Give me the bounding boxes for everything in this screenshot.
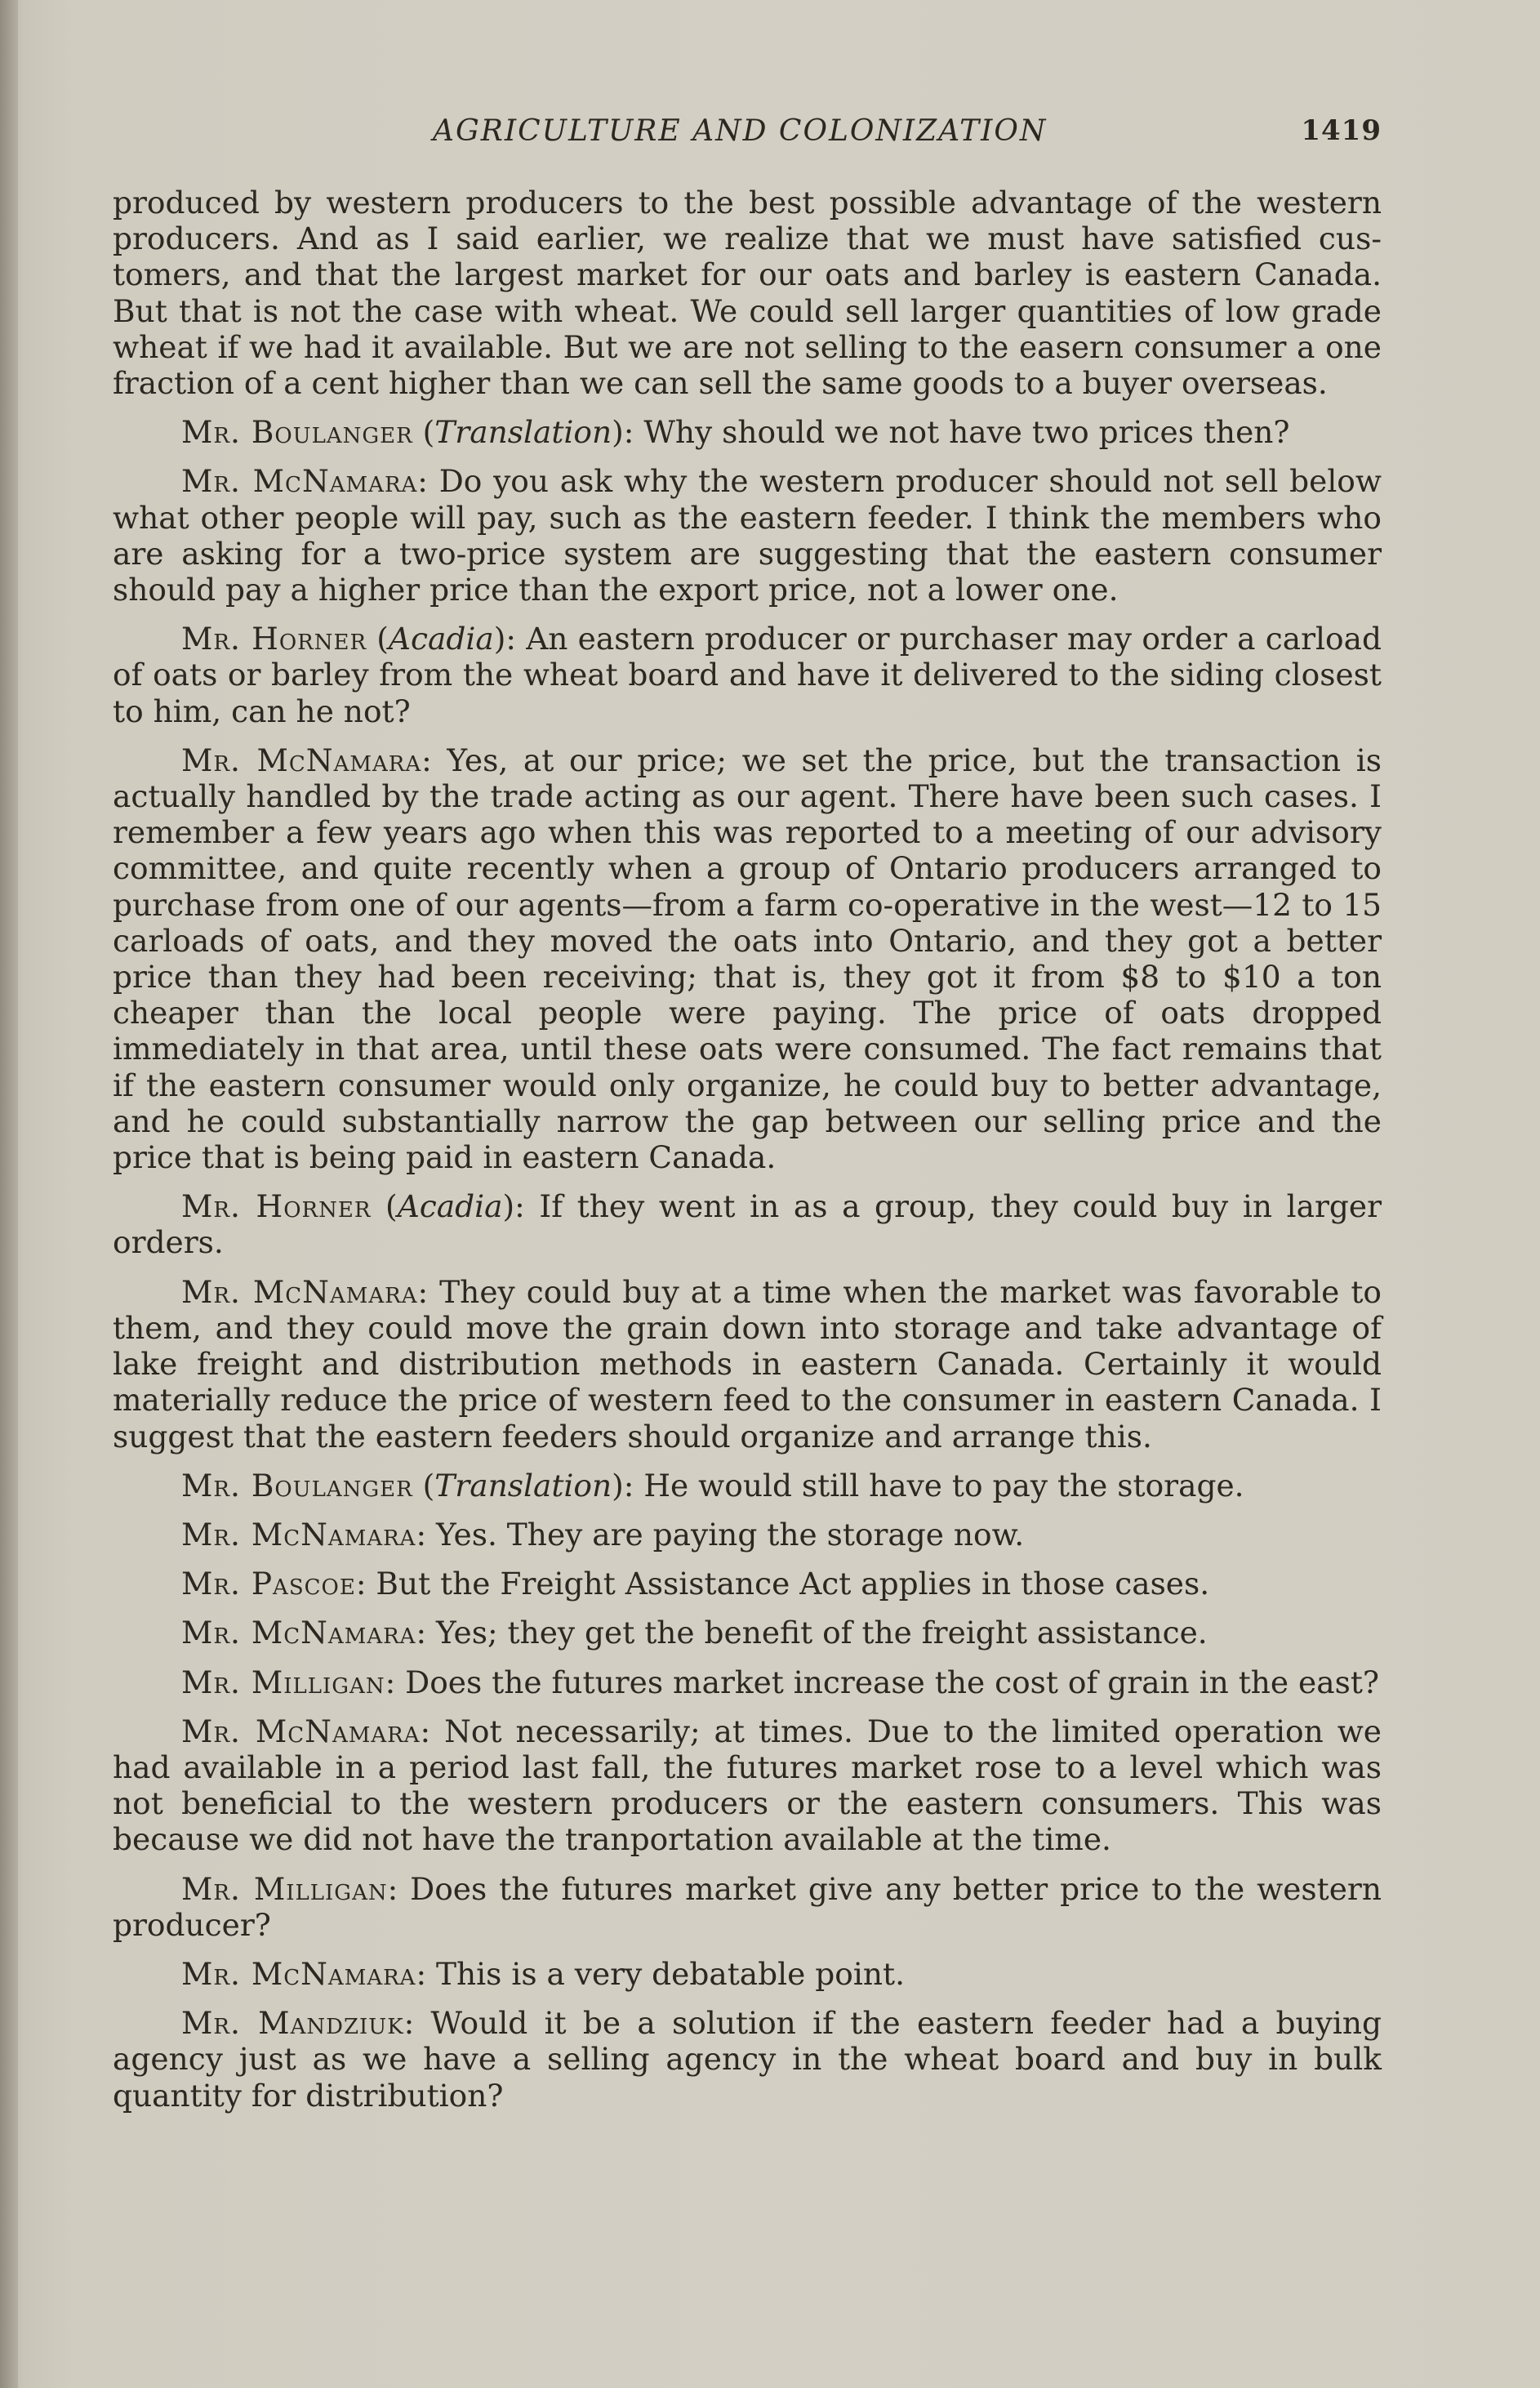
speaker-colon: : <box>623 1467 634 1504</box>
speaker-name: Mr. Boulanger <box>181 1467 413 1504</box>
paragraph-text: Would it be a solution if the eastern feeder had a buying agency just as we have a selling agency in the wheat board and buy in bulk quantity for distribution? <box>113 2005 1382 2114</box>
book-spine-shadow <box>0 0 18 2388</box>
paragraph <box>113 1956 1382 1992</box>
speaker-name: Mr. Mandziuk <box>181 2005 404 2042</box>
speaker-colon: : <box>416 1615 427 1651</box>
speaker-name: Mr. Boulanger <box>181 414 413 451</box>
speaker-name: Mr. McNamara <box>181 1713 421 1749</box>
speaker-colon: : <box>514 1188 525 1225</box>
paragraph-text: Yes; they get the benefit of the freight assistance. <box>426 1615 1208 1651</box>
running-title: AGRICULTURE AND COLONIZATION <box>433 114 1048 148</box>
speaker-name: Mr. McNamara <box>181 1615 416 1651</box>
paragraph: Mr. Horner (Acadia): An eastern producer or purchaser may order a carload of oats or barley from the wheat board and have it delivered to the siding closest to him, can he not? <box>113 621 1382 729</box>
paragraph-text: If they went in as a group, they could buy in larger orders. <box>113 1188 1382 1261</box>
speaker-colon: : <box>416 1955 427 1992</box>
paragraph <box>113 1566 1382 1602</box>
speaker-name: Mr. Horner <box>181 621 367 657</box>
speaker-colon: : <box>421 742 432 778</box>
speaker-colon: : <box>623 414 634 451</box>
page-number: 1419 <box>1301 114 1382 147</box>
paragraph <box>113 1664 1382 1700</box>
speaker-qualifier: Acadia <box>397 1188 503 1225</box>
speaker-name: Mr. McNamara <box>181 1516 416 1553</box>
paragraph-text: Does the futures market increase the cost of grain in the east? <box>395 1664 1379 1700</box>
speaker-colon: : <box>416 1516 427 1553</box>
paragraph-text: Do you ask why the western producer should not sell below what other people will pay, such as the eastern feeder. I think the members who are asking for a two-price system are suggesting that the eastern consumer should pay a higher price than the export price, not a lower one. <box>113 463 1382 608</box>
speaker-colon: : <box>403 2005 415 2042</box>
speaker-name: Mr. Horner <box>181 1188 372 1225</box>
paragraph: Mr. Horner (Acadia): If they went in as a group, they could buy in larger orders. <box>113 1188 1382 1261</box>
paragraph-text: But the Freight Assistance Act applies in those cases. <box>366 1566 1210 1602</box>
speaker-colon: : <box>387 1870 398 1907</box>
paragraph-text: An eastern producer or purchaser may order a carload of oats or barley from the wheat board and have it delivered to the siding closest to him, can he not? <box>113 621 1382 729</box>
speaker-name: Mr. Milligan <box>181 1870 388 1907</box>
speaker-colon: : <box>420 1713 431 1749</box>
paragraph <box>113 2005 1382 2114</box>
speaker-qualifier: Translation <box>434 1467 612 1504</box>
speaker-name: Mr. McNamara <box>181 1955 416 1992</box>
paragraph-text: He would still have to pay the storage. <box>634 1467 1244 1504</box>
paragraph-text: Why should we not have two prices then? <box>634 414 1290 451</box>
paragraph <box>113 463 1382 608</box>
paragraph-text: produced by western producers to the best possible advantage of the western producers. And as I said earlier, we realize that we must have satisfied customers, and that the largest market for our oats and barley is eastern Canada. But that is not the case with wheat. We could sell larger quantities of low grade wheat if we had it available. But we are not selling to the easern consumer a one fraction of a cent higher than we can sell the same goods to a buyer overseas. <box>113 185 1382 402</box>
paragraph: Mr. Boulanger (Translation): Why should we not have two prices then? <box>181 414 1290 451</box>
paragraph <box>113 1274 1382 1455</box>
paragraph <box>113 1517 1382 1553</box>
speaker-name: Mr. McNamara <box>181 1273 418 1310</box>
speaker-colon: : <box>417 1273 429 1310</box>
paragraph-text: Not necessarily; at times. Due to the limited operation we had available in a period last fall, the futures market rose to a level which was not beneficial to the western producers or the eastern consumers. This was because we did not have the tranportation available at the time. <box>113 1713 1382 1858</box>
speaker-qualifier: Translation <box>434 414 612 451</box>
speaker-colon: : <box>505 621 516 657</box>
speaker-colon: : <box>355 1566 367 1602</box>
paragraph-text: Does the futures market give any better price to the western producer? <box>113 1870 1382 1943</box>
paragraph-text: They could buy at a time when the market was favorable to them, and they could move the grain down into storage and take advantage of lake freight and distribution methods in eastern Canada. Certainly it would materially reduce the price of western feed to the consumer in eastern Canada. I suggest that the eastern feeders should organize and arrange this. <box>113 1273 1382 1455</box>
paragraph <box>113 1713 1382 1858</box>
paragraph <box>113 1871 1382 1943</box>
paragraph <box>113 742 1382 1175</box>
body-text <box>113 185 1382 2127</box>
paragraph-text: Yes, at our price; we set the price, but the transaction is actually handled by the trade acting as our agent. There have been such cases. I remember a few years ago when this was reported to a meeting of our advisory committee, and quite recently when a group of Ontario producers arranged to purchase from one of our agents—from a farm co-operative in the west—12 to 15 carloads of oats, and they moved the oats into Ontario, and they got a better price than they had been receiving; that is, they got it from $8 to $10 a ton cheaper than the local people were paying. The price of oats dropped immediately in that area, until these oats were consumed. The fact remains that if the eastern consumer would only organize, he could buy to better advantage, and he could substantially narrow the gap between our selling price and the price that is being paid in eastern Canada. <box>113 742 1382 1176</box>
running-header <box>114 114 1382 154</box>
paragraph <box>113 1615 1382 1651</box>
speaker-qualifier: Acadia <box>388 621 494 657</box>
paragraph-text: This is a very debatable point. <box>426 1955 905 1992</box>
speaker-name: Mr. Milligan <box>181 1664 385 1700</box>
speaker-name: Mr. McNamara <box>181 463 418 500</box>
speaker-colon: : <box>417 463 428 500</box>
speaker-name: Mr. Pascoe <box>181 1566 356 1602</box>
paragraph: Mr. Boulanger (Translation): He would still have to pay the storage. <box>181 1467 1244 1504</box>
speaker-colon: : <box>385 1664 396 1700</box>
paragraph-text: Yes. They are paying the storage now. <box>426 1516 1025 1553</box>
paragraph <box>113 185 1382 401</box>
speaker-name: Mr. McNamara <box>181 742 422 778</box>
